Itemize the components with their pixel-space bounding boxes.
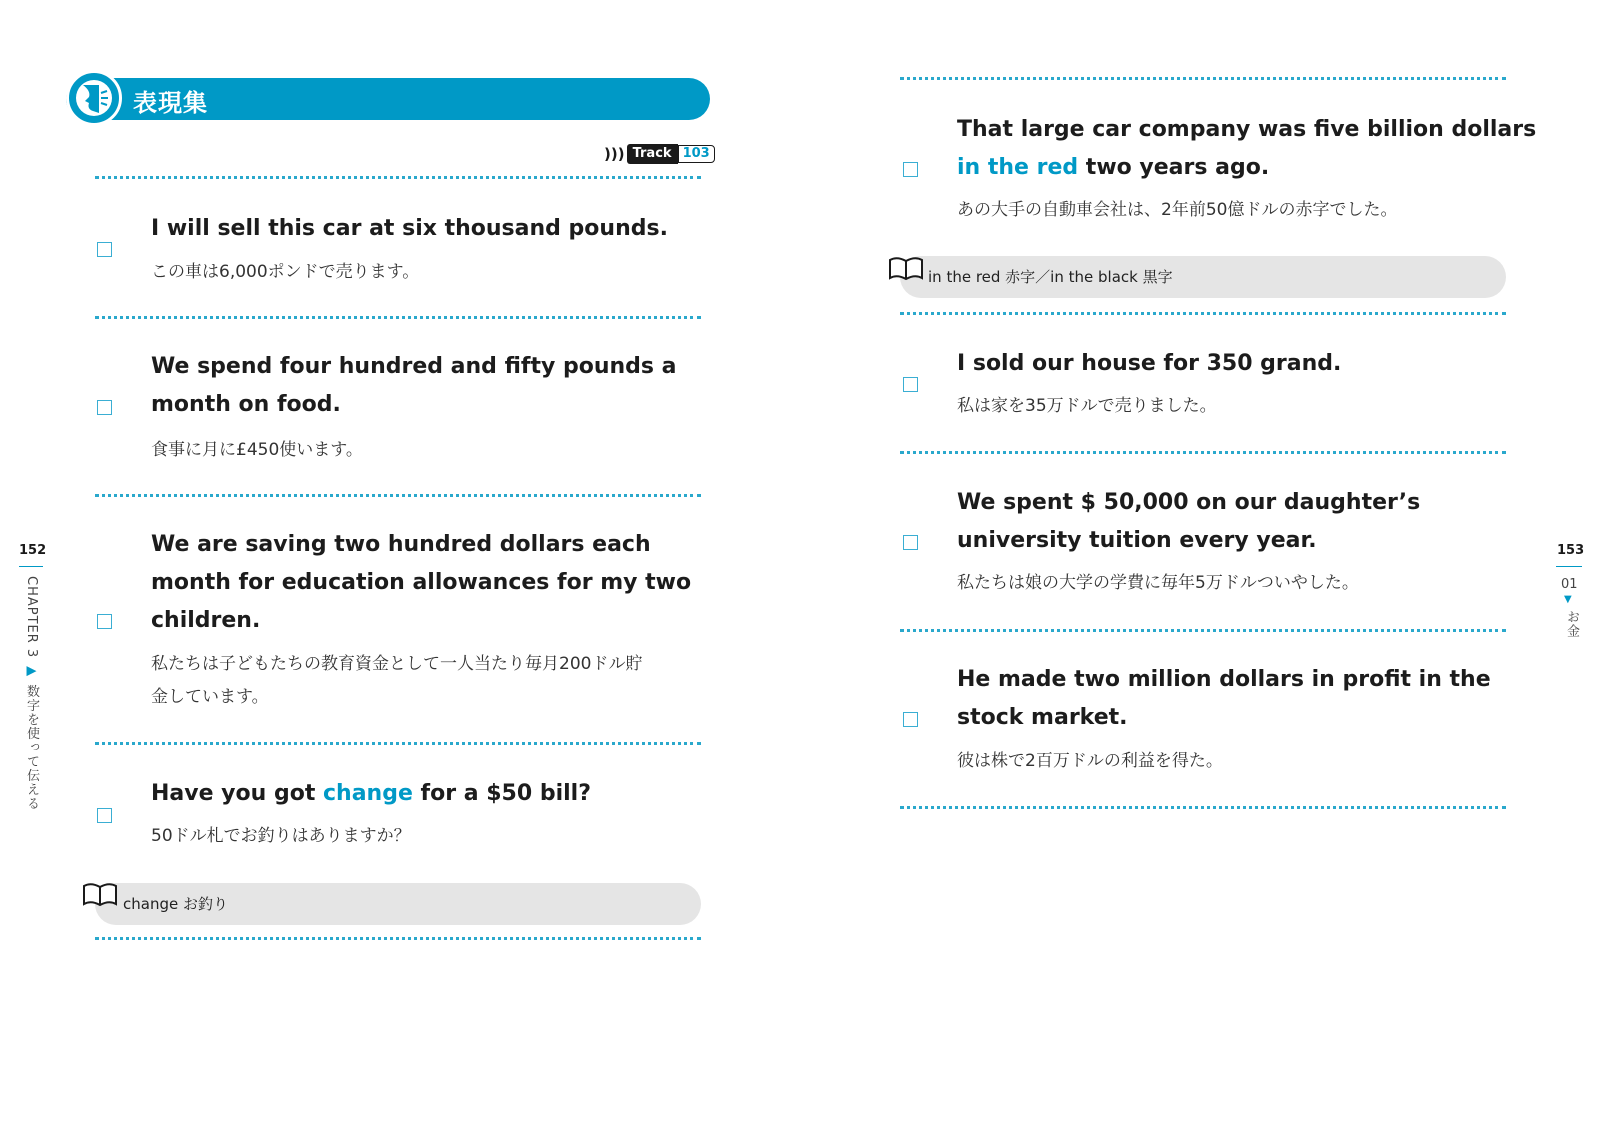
highlighted-phrase: in the red	[957, 155, 1079, 180]
checkbox[interactable]	[903, 377, 918, 392]
audio-track-badge[interactable]	[604, 143, 715, 165]
english-sentence: We spent $ 50,000 on our daughter’s university tuition every year.	[957, 490, 1421, 553]
japanese-translation: 私は家を35万ドルで売りました。	[957, 396, 1217, 416]
dotted-divider	[900, 629, 1506, 632]
open-book-icon	[887, 252, 925, 284]
japanese-translation: 食事に月に£450使います。	[151, 440, 363, 460]
japanese-translation: 50ドル札でお釣りはありますか？	[151, 826, 411, 846]
dotted-divider	[900, 806, 1506, 809]
english-sentence: We spend four hundred and fifty pounds a month on food.	[151, 354, 677, 417]
vocab-note-text: in the red 赤字／in the black 黒字	[928, 268, 1173, 286]
checkbox[interactable]	[97, 614, 112, 629]
margin-rule	[19, 566, 43, 567]
english-sentence: He made two million dollars in profit in the stock market.	[957, 667, 1491, 730]
dotted-divider	[95, 937, 701, 940]
checkbox[interactable]	[97, 242, 112, 257]
dotted-divider	[900, 312, 1506, 315]
checkbox[interactable]	[97, 808, 112, 823]
section-number: 01	[1561, 577, 1578, 592]
page-number-right: 153	[1557, 543, 1585, 558]
dotted-divider	[95, 742, 701, 745]
dotted-divider	[95, 176, 701, 179]
japanese-translation: 私たちは娘の大学の学費に毎年5万ドルついやした。	[957, 573, 1359, 593]
japanese-translation: 彼は株で2百万ドルの利益を得た。	[957, 751, 1223, 771]
english-sentence: That large car company was five billion dollars in the red two years ago.	[957, 117, 1537, 180]
section-running-head: お金	[1564, 610, 1579, 638]
checkbox[interactable]	[903, 712, 918, 727]
open-book-icon	[81, 878, 119, 910]
triangle-marker-icon: ▶	[24, 658, 39, 685]
dotted-divider	[900, 77, 1506, 80]
triangle-down-icon: ▼	[1564, 594, 1572, 605]
japanese-translation: あの大手の自動車会社は、2年前50億ドルの赤字でした。	[957, 200, 1398, 220]
dotted-divider	[900, 451, 1506, 454]
audio-waves-icon: )))	[604, 145, 625, 163]
speaking-face-icon	[66, 70, 122, 126]
checkbox[interactable]	[903, 535, 918, 550]
checkbox[interactable]	[903, 162, 918, 177]
english-sentence: I sold our house for 350 grand.	[957, 351, 1342, 376]
dotted-divider	[95, 316, 701, 319]
english-sentence: I will sell this car at six thousand pounds.	[151, 216, 668, 241]
track-label: Track	[627, 144, 678, 164]
dotted-divider	[95, 494, 701, 497]
checkbox[interactable]	[97, 400, 112, 415]
highlighted-phrase: change	[323, 781, 413, 806]
japanese-translation: 私たちは子どもたちの教育資金として一人当たり毎月200ドル貯 金しています。	[151, 654, 643, 707]
vocab-note-text: change お釣り	[123, 895, 228, 913]
margin-rule	[1556, 566, 1582, 567]
page-number-left: 152	[19, 543, 47, 558]
english-sentence: We are saving two hundred dollars each month for education allowances for my two children.	[151, 532, 692, 633]
chapter-running-head: CHAPTER 3 ▶ 数字を使って伝える	[24, 576, 39, 811]
japanese-translation: この車は6,000ポンドで売ります。	[151, 262, 420, 282]
english-sentence: Have you got change for a $50 bill?	[151, 781, 591, 806]
track-number: 103	[678, 145, 715, 163]
section-title: 表現集	[133, 89, 208, 117]
